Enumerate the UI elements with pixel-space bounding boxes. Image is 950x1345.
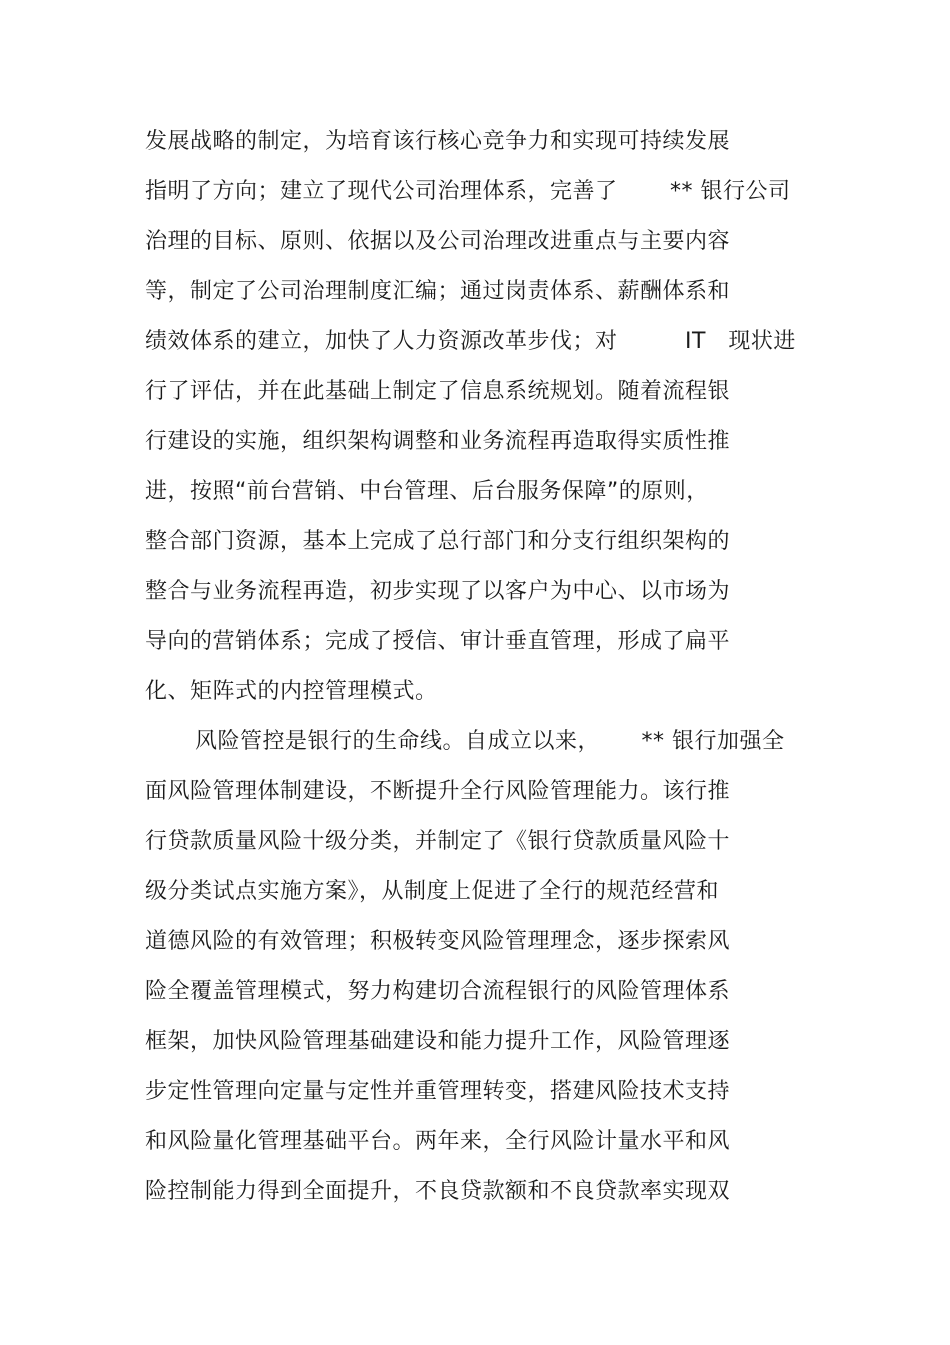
text-line: 治理的目标、原则、依据以及公司治理改进重点与主要内容	[145, 229, 731, 254]
text-line: 行了评估，并在此基础上制定了信息系统规划。随着流程银	[145, 379, 731, 404]
text-line: 发展战略的制定，为培育该行核心竞争力和实现可持续发展	[145, 129, 731, 154]
text-line: 步定性管理向定量与定性并重管理转变，搭建风险技术支持	[145, 1079, 731, 1104]
text-line: 等，制定了公司治理制度汇编；通过岗责体系、薪酬体系和	[145, 279, 731, 304]
text-line: 行建设的实施，组织架构调整和业务流程再造取得实质性推	[145, 429, 731, 454]
paragraph-first-line: 风险管控是银行的生命线。自成立以来， ** 银行加强全	[195, 729, 785, 754]
text-line: 导向的营销体系；完成了授信、审计垂直管理，形成了扁平	[145, 629, 731, 654]
text-line: 面风险管理体制建设，不断提升全行风险管理能力。该行推	[145, 779, 731, 804]
text-line: 绩效体系的建立，加快了人力资源改革步伐；对 IT 现状进	[145, 329, 796, 354]
text-line: 指明了方向；建立了现代公司治理体系，完善了 ** 银行公司	[145, 179, 791, 204]
text-line: 整合部门资源，基本上完成了总行部门和分支行组织架构的	[145, 529, 731, 554]
text-line: 行贷款质量风险十级分类，并制定了《银行贷款质量风险十	[145, 829, 731, 854]
text-line: 级分类试点实施方案》，从制度上促进了全行的规范经营和	[145, 879, 720, 904]
text-line: 化、矩阵式的内控管理模式。	[145, 679, 438, 704]
text-line: 进，按照“前台营销、中台管理、后台服务保障”的原则，	[145, 479, 709, 504]
text-line: 险控制能力得到全面提升，不良贷款额和不良贷款率实现双	[145, 1179, 731, 1204]
text-line: 险全覆盖管理模式，努力构建切合流程银行的风险管理体系	[145, 979, 731, 1004]
text-line: 框架，加快风险管理基础建设和能力提升工作，风险管理逐	[145, 1029, 731, 1054]
text-line: 和风险量化管理基础平台。两年来，全行风险计量水平和风	[145, 1129, 731, 1154]
text-line: 道德风险的有效管理；积极转变风险管理理念，逐步探索风	[145, 929, 731, 954]
text-line: 整合与业务流程再造，初步实现了以客户为中心、以市场为	[145, 579, 731, 604]
